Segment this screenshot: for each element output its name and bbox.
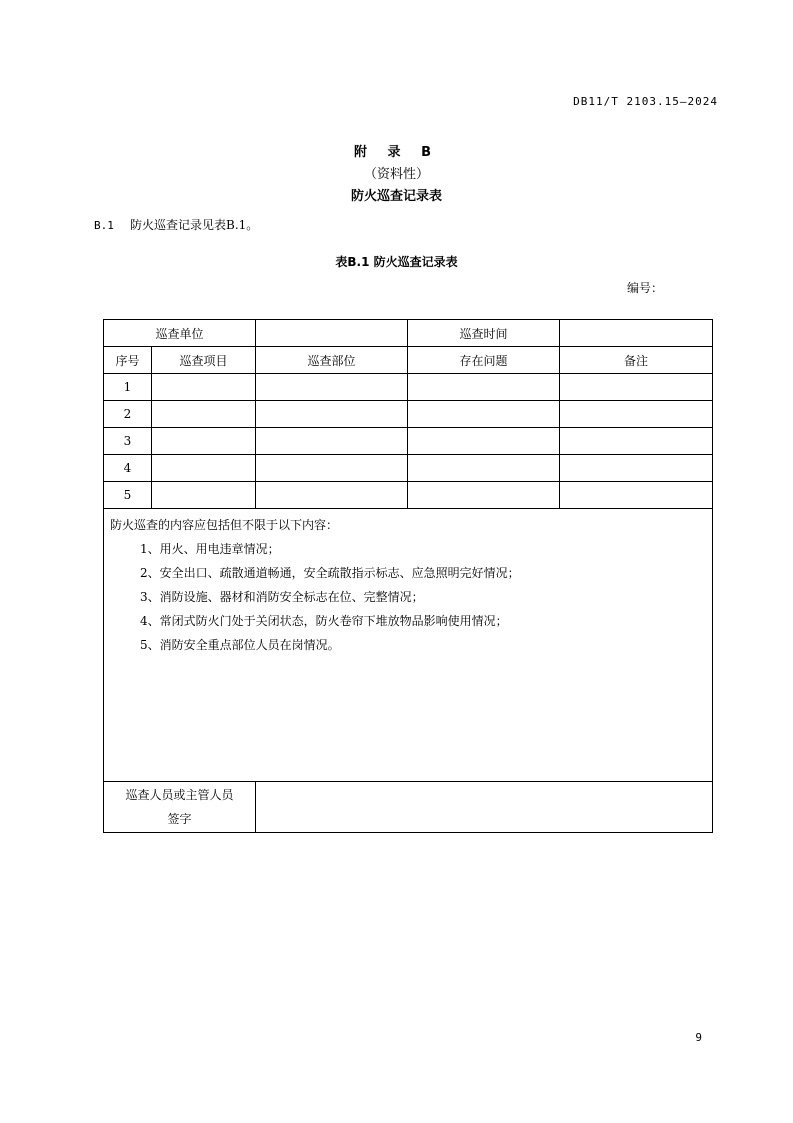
appendix-nature: （资料性）	[363, 167, 429, 182]
notes-item: 3、消防设施、器材和消防安全标志在位、完整情况；	[140, 590, 424, 604]
serial-number-label: 编号：	[626, 281, 663, 295]
row-number: 4	[104, 455, 152, 482]
table-cell[interactable]	[152, 455, 256, 482]
notes-item: 5、消防安全重点部位人员在岗情况。	[140, 638, 340, 652]
row-number: 1	[104, 374, 152, 401]
signature-row	[104, 782, 713, 833]
column-header: 存在问题	[408, 347, 560, 374]
table-cell[interactable]	[256, 374, 408, 401]
standard-code: DB11/T 2103.15—2024	[573, 95, 718, 108]
table-row	[104, 482, 713, 509]
table-cell[interactable]	[408, 401, 560, 428]
row-number: 3	[104, 428, 152, 455]
table-cell[interactable]	[256, 455, 408, 482]
signature-label-line2: 签字	[167, 812, 192, 826]
column-header: 巡查部位	[256, 347, 408, 374]
table-cell[interactable]	[152, 374, 256, 401]
notes-intro: 防火巡查的内容应包括但不限于以下内容：	[110, 518, 339, 532]
notes-row	[104, 509, 713, 782]
column-header: 备注	[560, 347, 713, 374]
table-cell[interactable]	[152, 428, 256, 455]
appendix-name: 防火巡查记录表	[350, 189, 442, 204]
table-row	[104, 455, 713, 482]
column-header: 序号	[104, 347, 152, 374]
signature-field[interactable]	[256, 782, 713, 833]
notes-item: 4、常闭式防火门处于关闭状态，防火卷帘下堆放物品影响使用情况；	[140, 614, 508, 628]
table-row	[104, 428, 713, 455]
appendix-title: 附 录 B	[354, 145, 439, 160]
row-number: 2	[104, 401, 152, 428]
column-header: 巡查项目	[152, 347, 256, 374]
clause-b1	[94, 216, 258, 233]
table-cell[interactable]	[408, 428, 560, 455]
notes-item: 2、安全出口、疏散通道畅通，安全疏散指示标志、应急照明完好情况；	[140, 566, 520, 580]
row-number: 5	[104, 482, 152, 509]
table-cell[interactable]	[408, 374, 560, 401]
table-cell[interactable]	[408, 455, 560, 482]
table-row	[104, 401, 713, 428]
time-label-cell: 巡查时间	[408, 320, 560, 347]
table-cell[interactable]	[152, 482, 256, 509]
unit-value-cell[interactable]	[256, 320, 408, 347]
table-cell[interactable]	[560, 428, 713, 455]
table-cell[interactable]	[256, 428, 408, 455]
table-cell[interactable]	[152, 401, 256, 428]
table-caption: 表B.1 防火巡查记录表	[335, 255, 458, 269]
table-cell[interactable]	[560, 482, 713, 509]
table-header-row	[104, 347, 713, 374]
patrol-content-notes	[104, 509, 713, 782]
table-cell[interactable]	[256, 401, 408, 428]
unit-label-cell: 巡查单位	[104, 320, 256, 347]
table-cell[interactable]	[560, 401, 713, 428]
table-cell[interactable]	[560, 374, 713, 401]
patrol-record-table	[103, 319, 713, 833]
signature-label	[104, 782, 256, 833]
table-cell[interactable]	[408, 482, 560, 509]
signature-label-line1: 巡查人员或主管人员	[125, 788, 234, 802]
clause-number: B.1	[94, 219, 114, 232]
page-number: 9	[695, 1031, 702, 1044]
notes-item: 1、用火、用电违章情况；	[140, 542, 280, 556]
table-cell[interactable]	[256, 482, 408, 509]
table-row	[104, 320, 713, 347]
table-row	[104, 374, 713, 401]
table-cell[interactable]	[560, 455, 713, 482]
time-value-cell[interactable]	[560, 320, 713, 347]
clause-text: 防火巡查记录见表B.1。	[130, 218, 259, 232]
